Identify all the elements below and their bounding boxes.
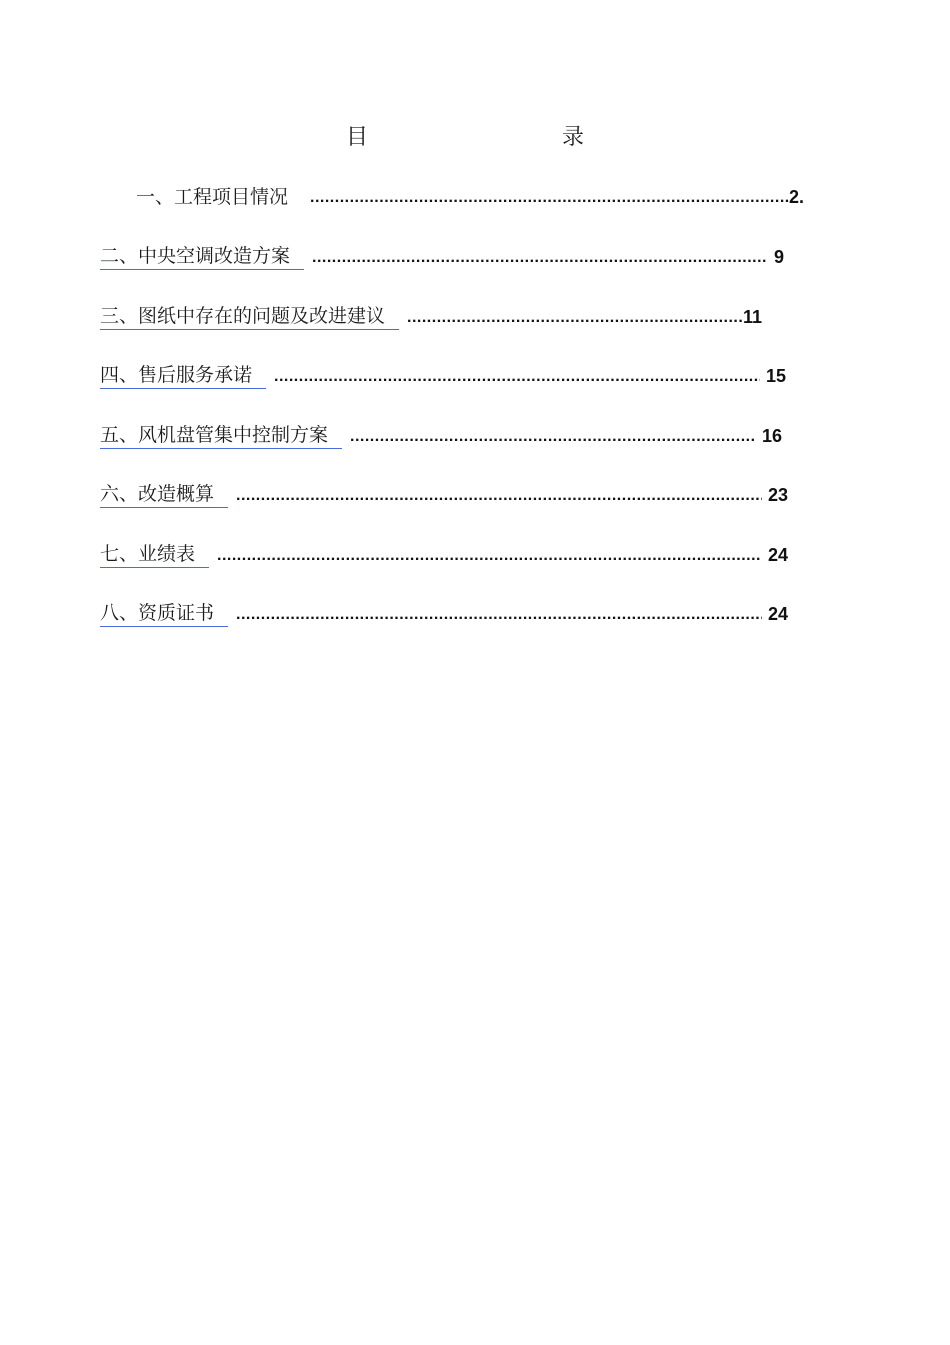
toc-page-number: 11 [742, 307, 762, 327]
toc-entry-label: 五、风机盘管集中控制方案 [100, 426, 342, 449]
toc-page-number: 24 [767, 545, 788, 565]
toc-dot-leader [236, 607, 762, 627]
toc-entry-4[interactable] [100, 359, 786, 389]
toc-entry-2[interactable] [100, 240, 784, 270]
toc-dot-leader [236, 488, 762, 508]
toc-entry-label: 七、业绩表 [100, 545, 209, 568]
toc-page-number: 2. [788, 187, 804, 207]
toc-dot-leader [217, 548, 762, 568]
toc-entry-label: 四、售后服务承诺 [100, 366, 266, 389]
toc-dot-leader [350, 429, 756, 449]
toc-entry-3[interactable] [100, 300, 762, 330]
toc-entry-label: 三、图纸中存在的问题及改进建议 [100, 307, 399, 330]
toc-entry-label: 六、改造概算 [100, 485, 228, 508]
toc-page-number: 16 [761, 426, 782, 446]
toc-page-number: 9 [773, 247, 784, 267]
toc-dot-leader [312, 250, 768, 270]
toc-entry-label: 八、资质证书 [100, 604, 228, 627]
toc-page-number: 24 [767, 604, 788, 624]
toc-entry-5[interactable] [100, 419, 782, 449]
toc-entry-label: 一、工程项目情况 [136, 186, 289, 208]
toc-entry-1[interactable] [136, 180, 804, 210]
toc-page-number: 23 [767, 485, 788, 505]
toc-entry-7[interactable] [100, 538, 788, 568]
toc-entry-label: 二、中央空调改造方案 [100, 247, 304, 270]
toc-entry-6[interactable] [100, 478, 788, 508]
toc-dot-leader [310, 190, 789, 210]
toc-dot-leader [407, 310, 743, 330]
toc-dot-leader [274, 369, 760, 389]
toc-title: 目 录 [345, 125, 634, 150]
toc-entry-8[interactable] [100, 597, 788, 627]
toc-page-number: 15 [765, 366, 786, 386]
